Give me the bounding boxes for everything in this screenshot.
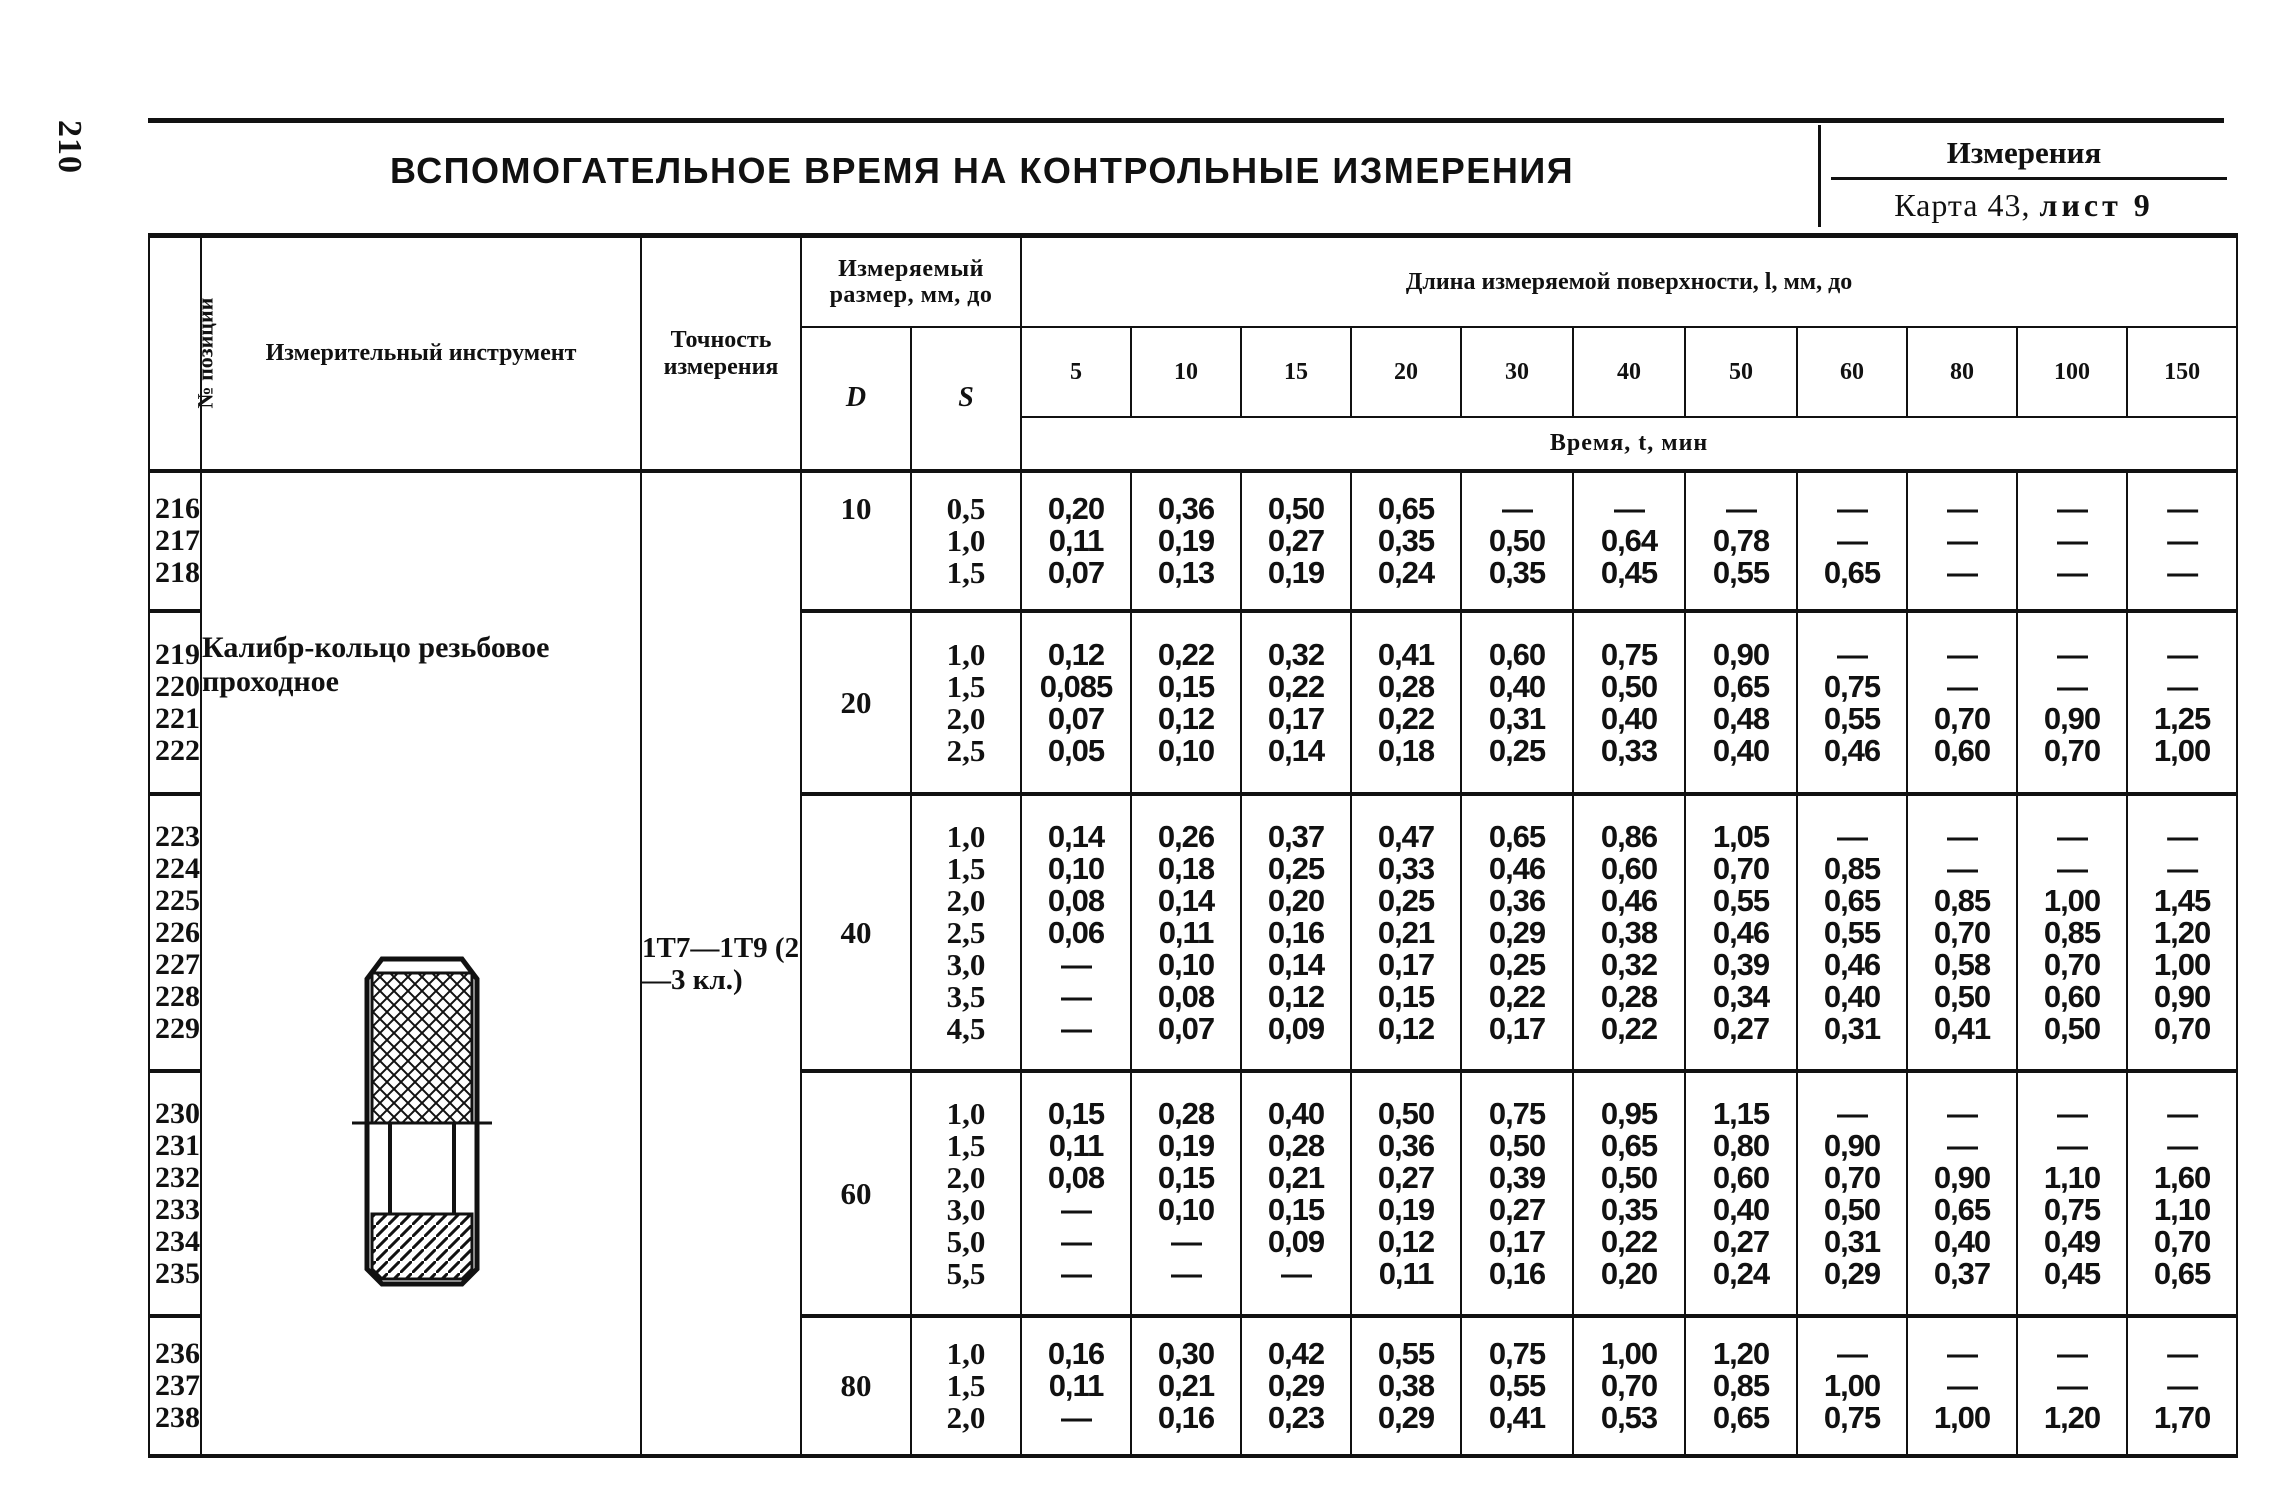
time-cell: — — 0,90 0,70 [2017, 611, 2127, 794]
time-cell: — 0,64 0,45 [1573, 471, 1685, 611]
positions-cell: 236 237 238 [149, 1316, 201, 1456]
time-cell: — — — [2017, 471, 2127, 611]
time-cell: 1,05 0,70 0,55 0,46 0,39 0,34 0,27 [1685, 794, 1797, 1071]
time-cell: — — 0,65 [1797, 471, 1907, 611]
time-cell: — — 0,70 0,60 [1907, 611, 2017, 794]
top-rule [148, 118, 2224, 123]
length-col-20: 20 [1351, 327, 1461, 417]
time-cell: 0,22 0,15 0,12 0,10 [1131, 611, 1241, 794]
d-value: 20 [801, 611, 911, 794]
table-row [149, 471, 2237, 611]
time-cell: 0,30 0,21 0,16 [1131, 1316, 1241, 1456]
accuracy-header: Точность измерения [641, 236, 801, 472]
page-number: 210 [51, 120, 88, 174]
length-col-100: 100 [2017, 327, 2127, 417]
time-cell: 0,40 0,28 0,21 0,15 0,09 — [1241, 1071, 1351, 1316]
s-header: S [911, 327, 1021, 471]
length-col-30: 30 [1461, 327, 1573, 417]
d-value: 10 [801, 471, 911, 611]
time-cell: 0,75 0,50 0,40 0,33 [1573, 611, 1685, 794]
time-cell: 0,50 0,36 0,27 0,19 0,12 0,11 [1351, 1071, 1461, 1316]
d-value: 40 [801, 794, 911, 1071]
time-cell: — 1,00 0,75 [1797, 1316, 1907, 1456]
time-cell: 0,86 0,60 0,46 0,38 0,32 0,28 0,22 [1573, 794, 1685, 1071]
length-col-10: 10 [1131, 327, 1241, 417]
time-cell: 0,15 0,11 0,08 — — — [1021, 1071, 1131, 1316]
time-cell: 0,47 0,33 0,25 0,21 0,17 0,15 0,12 [1351, 794, 1461, 1071]
time-cell: 0,14 0,10 0,08 0,06 — — — [1021, 794, 1131, 1071]
d-header: D [801, 327, 911, 471]
d-value: 80 [801, 1316, 911, 1456]
time-cell: — — 1,70 [2127, 1316, 2237, 1456]
time-cell: 0,55 0,38 0,29 [1351, 1316, 1461, 1456]
time-cell: — — 1,25 1,00 [2127, 611, 2237, 794]
time-cell: 0,32 0,22 0,17 0,14 [1241, 611, 1351, 794]
s-values: 1,0 1,5 2,0 3,0 5,0 5,5 [911, 1071, 1021, 1316]
time-cell: 0,60 0,40 0,31 0,25 [1461, 611, 1573, 794]
time-cell: — 0,85 0,65 0,55 0,46 0,40 0,31 [1797, 794, 1907, 1071]
time-cell: 0,75 0,50 0,39 0,27 0,17 0,16 [1461, 1071, 1573, 1316]
page-title: ВСПОМОГАТЕЛЬНОЕ ВРЕМЯ НА КОНТРОЛЬНЫЕ ИЗМЕРЕНИЯ [390, 150, 1575, 191]
time-cell: 0,37 0,25 0,20 0,16 0,14 0,12 0,09 [1241, 794, 1351, 1071]
s-values: 1,0 1,5 2,0 [911, 1316, 1021, 1456]
card-label: Карта 43, [1894, 187, 2031, 223]
time-cell: — — — [2127, 471, 2237, 611]
s-values: 1,0 1,5 2,0 2,5 3,0 3,5 4,5 [911, 794, 1021, 1071]
time-cell: 0,95 0,65 0,50 0,35 0,22 0,20 [1573, 1071, 1685, 1316]
section-name: Измерения [1946, 135, 2102, 170]
time-cell: 0,65 0,35 0,24 [1351, 471, 1461, 611]
length-col-60: 60 [1797, 327, 1907, 417]
time-cell: — — 0,85 0,70 0,58 0,50 0,41 [1907, 794, 2017, 1071]
time-cell: — — 1,20 [2017, 1316, 2127, 1456]
accuracy-cell: 1Т7—1Т9 (2—3 кл.) [641, 471, 801, 1456]
length-col-150: 150 [2127, 327, 2237, 417]
length-col-50: 50 [1685, 327, 1797, 417]
time-cell: 0,75 0,55 0,41 [1461, 1316, 1573, 1456]
length-col-15: 15 [1241, 327, 1351, 417]
time-cell: 1,15 0,80 0,60 0,40 0,27 0,24 [1685, 1071, 1797, 1316]
time-cell: — — 0,90 0,65 0,40 0,37 [1907, 1071, 2017, 1316]
length-col-80: 80 [1907, 327, 2017, 417]
header-separator [1831, 177, 2227, 180]
time-cell: — 0,78 0,55 [1685, 471, 1797, 611]
time-cell: 0,36 0,19 0,13 [1131, 471, 1241, 611]
time-cell: 0,26 0,18 0,14 0,11 0,10 0,08 0,07 [1131, 794, 1241, 1071]
instrument-name: Калибр-кольцо резьбовое проходное [202, 630, 550, 698]
positions-cell: 230 231 232 233 234 235 [149, 1071, 201, 1316]
length-col-40: 40 [1573, 327, 1685, 417]
positions-cell: 223 224 225 226 227 228 229 [149, 794, 201, 1071]
time-cell: 0,42 0,29 0,23 [1241, 1316, 1351, 1456]
time-cell: 0,90 0,65 0,48 0,40 [1685, 611, 1797, 794]
time-cell: — 0,75 0,55 0,46 [1797, 611, 1907, 794]
measured-size-header: Измеряемый размер, мм, до [801, 236, 1021, 328]
instrument-cell [201, 471, 641, 1456]
times-table [148, 233, 2238, 1458]
thread-ring-gauge-icon [352, 949, 492, 1289]
time-cell: 0,16 0,11 — [1021, 1316, 1131, 1456]
time-cell: — — 1,00 [1907, 1316, 2017, 1456]
time-cell: 0,12 0,085 0,07 0,05 [1021, 611, 1131, 794]
s-values: 1,0 1,5 2,0 2,5 [911, 611, 1021, 794]
length-header: Длина измеряемой поверхности, l, мм, до [1021, 236, 2237, 328]
positions-cell: 216 217 218 [149, 471, 201, 611]
sheet-label: лист 9 [2039, 187, 2154, 223]
time-cell: — 0,50 0,35 [1461, 471, 1573, 611]
time-cell: — 0,90 0,70 0,50 0,31 0,29 [1797, 1071, 1907, 1316]
positions-cell: 219 220 221 222 [149, 611, 201, 794]
time-cell: — — 1,10 0,75 0,49 0,45 [2017, 1071, 2127, 1316]
time-cell: 1,20 0,85 0,65 [1685, 1316, 1797, 1456]
card-number [1821, 187, 2227, 224]
time-cell: 0,20 0,11 0,07 [1021, 471, 1131, 611]
time-cell: — — 1,45 1,20 1,00 0,90 0,70 [2127, 794, 2237, 1071]
s-values: 0,5 1,0 1,5 [911, 471, 1021, 611]
time-cell: 0,28 0,19 0,15 0,10 — — [1131, 1071, 1241, 1316]
time-cell: — — — [1907, 471, 2017, 611]
instrument-header: Измерительный инструмент [201, 236, 641, 472]
time-cell: 1,00 0,70 0,53 [1573, 1316, 1685, 1456]
length-col-5: 5 [1021, 327, 1131, 417]
time-header: Время, t, мин [1021, 417, 2237, 471]
time-cell: — — 1,00 0,85 0,70 0,60 0,50 [2017, 794, 2127, 1071]
d-value: 60 [801, 1071, 911, 1316]
time-cell: 0,65 0,46 0,36 0,29 0,25 0,22 0,17 [1461, 794, 1573, 1071]
time-cell: — — 1,60 1,10 0,70 0,65 [2127, 1071, 2237, 1316]
time-cell: 0,41 0,28 0,22 0,18 [1351, 611, 1461, 794]
position-header: № позиции [149, 236, 201, 472]
header-box [1818, 125, 2227, 227]
time-cell: 0,50 0,27 0,19 [1241, 471, 1351, 611]
